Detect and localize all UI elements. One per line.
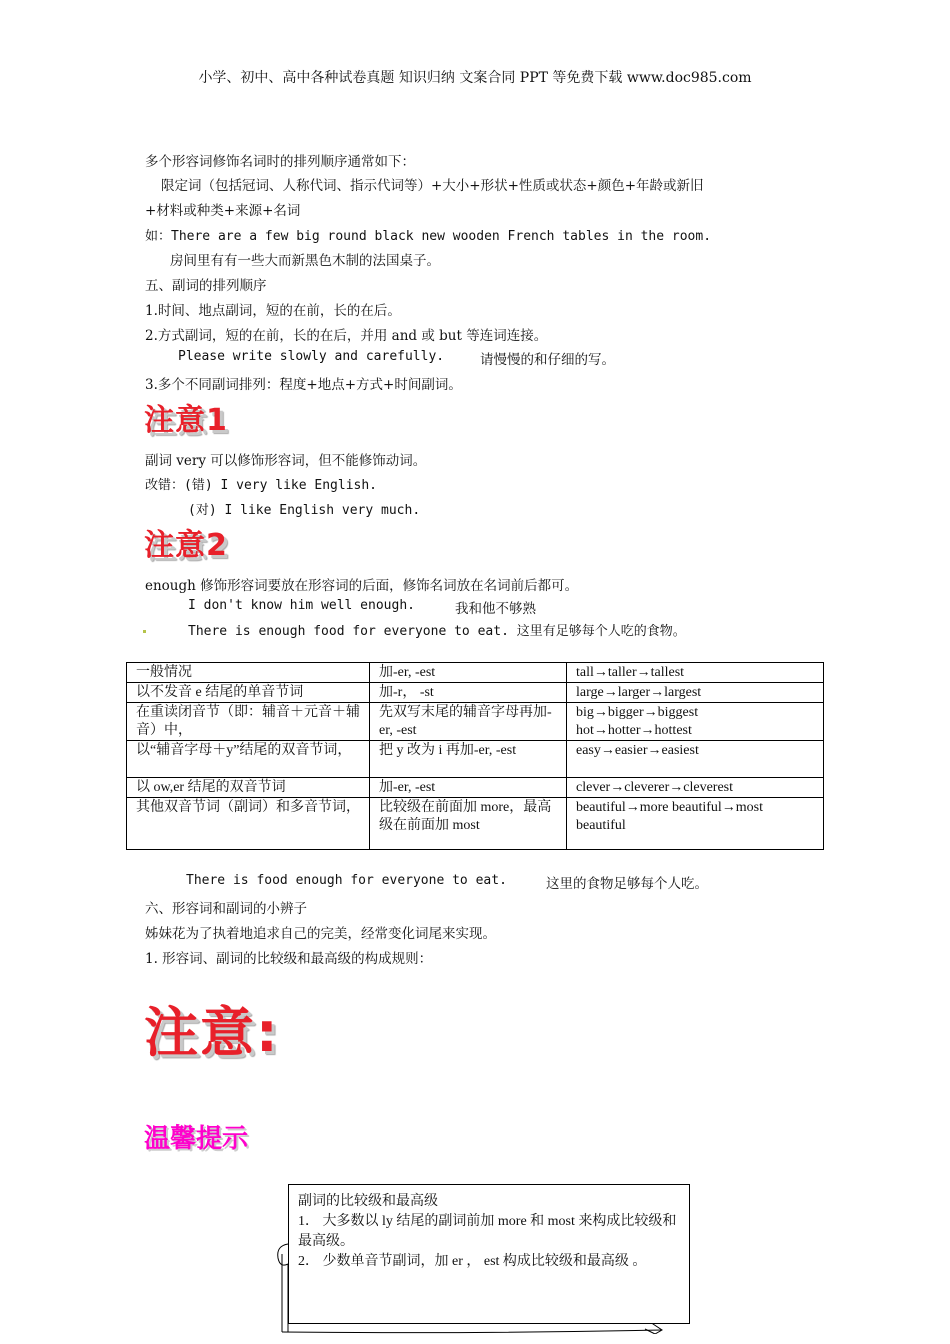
- after-table-example-cn: 这里的食物足够每个人吃。: [546, 876, 708, 892]
- note2-ex2: There is enough food for everyone to eat. 这里有足够每个人吃的食物。: [188, 624, 686, 639]
- tip-wordart: 温馨提示: [144, 1124, 249, 1154]
- table-cell-case: 以“辅音字母＋y”结尾的双音节词，: [127, 741, 370, 778]
- table-cell-case: 在重读闭音节（即：辅音＋元音＋辅音）中，: [127, 703, 370, 741]
- table-row: [127, 798, 824, 850]
- bullet-dot: [143, 630, 146, 633]
- note1-wordart: 注意1: [144, 403, 228, 438]
- note1-wrong: 改错：(错) I very like English.: [145, 478, 378, 493]
- note2-text: enough 修饰形容词要放在形容词的后面，修饰名词放在名词前后都可。: [145, 578, 579, 594]
- order-example-cn: 房间里有有一些大而新黑色木制的法国桌子。: [170, 253, 440, 269]
- order-line-2: +材料或种类+来源+名词: [145, 203, 301, 219]
- table-cell-method: 加-er, -est: [370, 663, 567, 683]
- table-cell-example: large→larger→largest: [567, 683, 824, 703]
- section6-line1: 姊妹花为了执着地追求自己的完美，经常变化词尾来实现。: [145, 926, 496, 942]
- table-cell-method: 比较级在前面加 more，最高级在前面加 most: [370, 798, 567, 850]
- table-cell-case: 以不发音 e 结尾的单音节词: [127, 683, 370, 703]
- note1-text: 副词 very 可以修饰形容词，但不能修饰动词。: [145, 453, 427, 469]
- scroll-text: [298, 1192, 680, 1272]
- table-cell-example: tall→taller→tallest: [567, 663, 824, 683]
- section4-intro: 多个形容词修饰名词时的排列顺序通常如下：: [145, 154, 415, 170]
- tip-scroll: [270, 1184, 692, 1334]
- note2-wordart: 注意2: [144, 528, 228, 563]
- page-header: 小学、初中、高中各种试卷真题 知识归纳 文案合同 PPT 等免费下载 www.doc985.com: [198, 70, 752, 86]
- table-cell-case: 一般情况: [127, 663, 370, 683]
- after-table-example-en: There is food enough for everyone to eat.: [186, 873, 507, 888]
- table-cell-case: 以 ow,er 结尾的双音节词: [127, 778, 370, 798]
- table-cell-example: beautiful→more beautiful→most beautiful: [567, 798, 824, 850]
- table-cell-method: 加-r， -st: [370, 683, 567, 703]
- section5-rule2: 2.方式副词，短的在前，长的在后，并用 and 或 but 等连词连接。: [145, 328, 548, 344]
- comparison-rules-table: [126, 662, 824, 850]
- section5-rule1: 1.时间、地点副词，短的在前，长的在后。: [145, 303, 401, 319]
- note1-right: (对) I like English very much.: [188, 503, 421, 518]
- table-cell-example: clever→cleverer→cleverest: [567, 778, 824, 798]
- rule2-example-en: Please write slowly and carefully.: [178, 349, 445, 364]
- table-row: [127, 683, 824, 703]
- note2-ex1-cn: 我和他不够熟: [455, 601, 536, 617]
- table-row: [127, 778, 824, 798]
- section5-rule3: 3.多个不同副词排列：程度+地点+方式+时间副词。: [145, 377, 462, 393]
- table-cell-method: 加-er, -est: [370, 778, 567, 798]
- table-row: [127, 741, 824, 778]
- note2-ex1-en: I don't know him well enough.: [188, 598, 415, 613]
- note3-wordart: 注意:: [144, 1001, 280, 1064]
- rule2-example-cn: 请慢慢的和仔细的写。: [480, 352, 615, 368]
- scroll-item-1: 1． 大多数以 ly 结尾的副词前加 more 和 most 来构成比较级和最高级。: [298, 1214, 677, 1249]
- table-cell-example: big→bigger→biggest hot→hotter→hottest: [567, 703, 824, 741]
- scroll-title: 副词的比较级和最高级: [298, 1194, 438, 1209]
- table-row: [127, 663, 824, 683]
- section5-title: 五、副词的排列顺序: [145, 278, 267, 294]
- scroll-item-2: 2． 少数单音节副词，加 er ， est 构成比较级和最高级 。: [298, 1254, 647, 1269]
- section6-line2: 1. 形容词、副词的比较级和最高级的构成规则：: [145, 951, 433, 967]
- order-example-en: 如：There are a few big round black new wooden French tables in the room.: [145, 229, 712, 244]
- table-cell-example: easy→easier→easiest: [567, 741, 824, 778]
- order-line-1: 限定词（包括冠词、人称代词、指示代词等）+大小+形状+性质或状态+颜色+年龄或新旧: [161, 178, 704, 194]
- table-row: [127, 703, 824, 741]
- table-cell-case: 其他双音节词（副词）和多音节词，: [127, 798, 370, 850]
- table-cell-method: 先双写末尾的辅音字母再加-er, -est: [370, 703, 567, 741]
- section6-title: 六、形容词和副词的小辨子: [145, 901, 307, 917]
- table-cell-method: 把 y 改为 i 再加-er, -est: [370, 741, 567, 778]
